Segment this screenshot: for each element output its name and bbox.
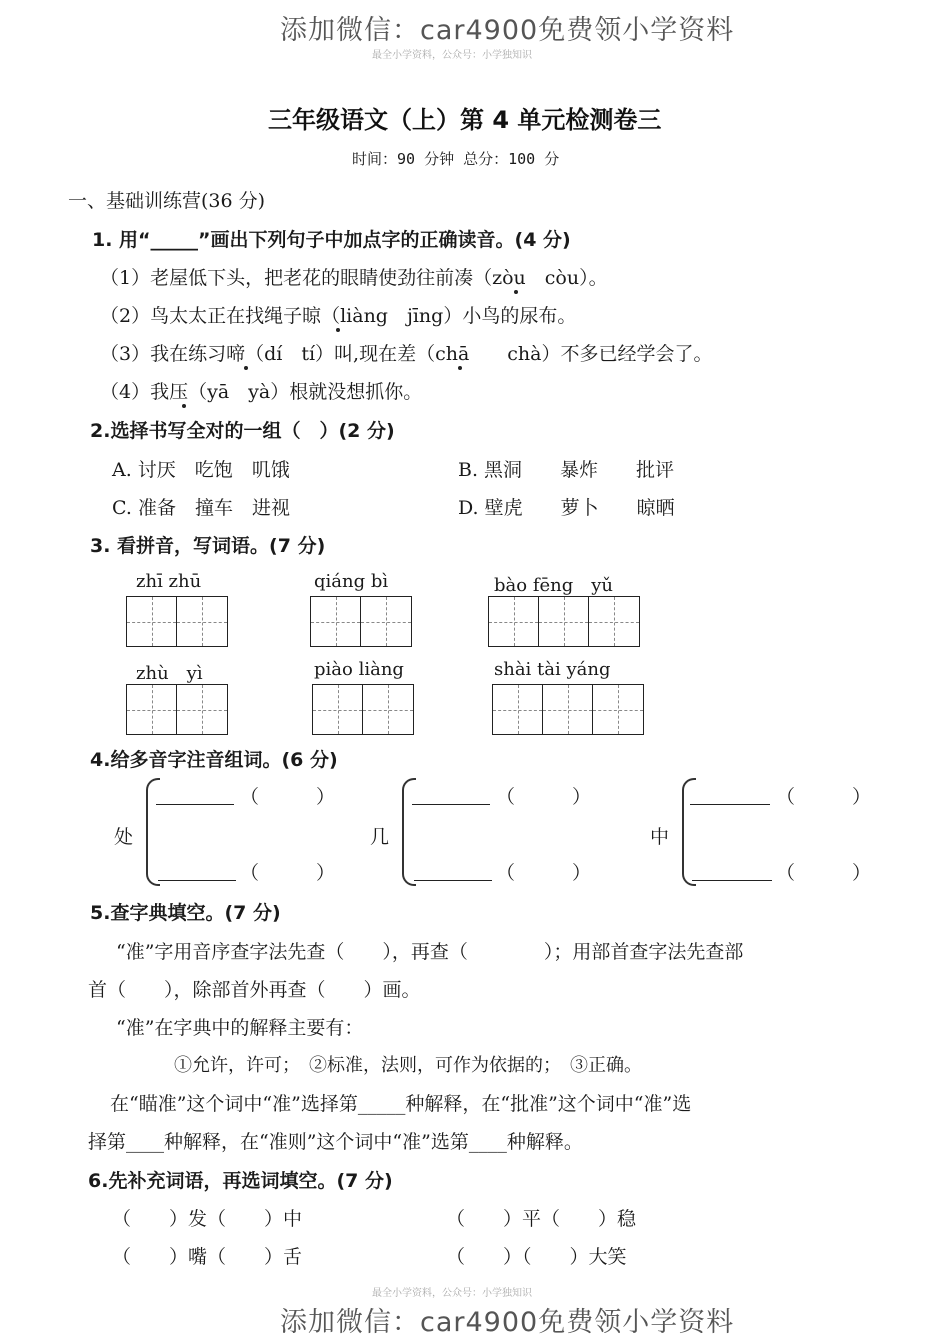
q5-line-6: 择第____种解释，在“准则”这个词中“准”选第____种解释。 [88,1131,583,1153]
answer-blank[interactable] [156,804,234,805]
q1-item-4: （4）我压（yā yà）根就没想抓你。 [100,381,423,403]
q2-option-c: C. 准备 撞车 进视 [112,497,290,519]
q5-definitions: ①允许，许可； ②标准，法则，可作为依据的； ③正确。 [174,1055,642,1076]
q5-line-3: “准”在字典中的解释主要有： [116,1017,364,1039]
polyphone-char: 几 [370,826,390,848]
q1-item-3: （3）我在练习啼（dí tí）叫,现在差（chā chà）不多已经学会了。 [100,343,713,365]
question-6-title: 6.先补充词语，再选词填空。(7 分) [88,1170,393,1192]
pinyin-label: piào liàng [314,659,404,680]
question-5-title: 5.查字典填空。(7 分) [90,902,281,924]
emphasis-dot [182,404,186,408]
answer-blank[interactable] [158,880,236,881]
question-1-title: 1. 用“_____”画出下列句子中加点字的正确读音。(4 分) [92,229,571,251]
paren-blank[interactable]: （ ） [496,862,592,884]
paren-blank[interactable]: （ ） [240,862,336,884]
q5-line-5: 在“瞄准”这个词中“准”选择第_____种解释，在“批准”这个词中“准”选 [110,1093,692,1115]
question-3-title: 3. 看拼音，写词语。(7 分) [90,535,326,557]
writing-grid[interactable] [312,684,414,735]
pinyin-label: shài tài yáng [494,659,611,680]
q1-item-1: （1）老屋低下头，把老花的眼睛使劲往前凑（zòu còu）。 [100,267,608,289]
pinyin-label: zhù yì [136,663,203,684]
exam-meta: 时间：90 分钟 总分：100 分 [352,150,560,168]
writing-grid[interactable] [126,684,228,735]
paren-blank[interactable]: （ ） [496,786,592,808]
writing-grid[interactable] [310,596,412,647]
question-4-title: 4.给多音字注音组词。(6 分) [90,749,338,771]
polyphone-char: 中 [650,826,670,848]
top-banner: 添加微信：car4900免费领小学资料 [280,15,735,46]
paren-blank[interactable]: （ ） [776,862,872,884]
emphasis-dot [514,290,518,294]
pinyin-label: zhī zhū [136,571,202,592]
pinyin-label: qiáng bì [314,571,389,592]
answer-blank[interactable] [690,804,770,805]
answer-blank[interactable] [692,880,772,881]
writing-grid[interactable] [126,596,228,647]
q6-phrase: （ ）平（ ）稳 [446,1208,637,1230]
q6-phrase: （ ）发（ ）中 [112,1208,303,1230]
emphasis-dot [458,366,462,370]
polyphone-char: 处 [114,826,134,848]
bottom-banner-sub: 最全小学资料，公众号：小学独知识 [372,1288,532,1299]
emphasis-dot [336,328,340,332]
q6-phrase: （ ）（ ）大笑 [446,1246,627,1268]
writing-grid[interactable] [492,684,644,735]
q2-option-d: D. 壁虎 萝卜 晾晒 [458,497,675,519]
paren-blank[interactable]: （ ） [240,786,336,808]
emphasis-dot [244,366,248,370]
page-title: 三年级语文（上）第 4 单元检测卷三 [268,106,662,134]
q1-item-2: （2）鸟太太正在找绳子晾（liàng jīng）小鸟的尿布。 [100,305,577,327]
answer-blank[interactable] [414,880,492,881]
answer-blank[interactable] [412,804,490,805]
pinyin-label: bào fēng yǔ [494,575,614,596]
q2-option-a: A. 讨厌 吃饱 叽饿 [112,459,290,481]
bottom-banner: 添加微信：car4900免费领小学资料 [280,1307,735,1338]
question-2-title: 2.选择书写全对的一组（ ）(2 分) [90,420,395,442]
q2-option-b: B. 黑洞 暴炸 批评 [458,459,675,481]
q6-phrase: （ ）嘴（ ）舌 [112,1246,303,1268]
paren-blank[interactable]: （ ） [776,786,872,808]
section-heading: 一、基础训练营(36 分) [68,190,266,212]
top-banner-sub: 最全小学资料，公众号：小学独知识 [372,50,532,61]
q5-line-1: “准”字用音序查字法先查（ ），再查（ ）；用部首查字法先查部 [116,941,744,963]
q5-line-2: 首（ ），除部首外再查（ ）画。 [88,979,421,1001]
writing-grid[interactable] [488,596,640,647]
